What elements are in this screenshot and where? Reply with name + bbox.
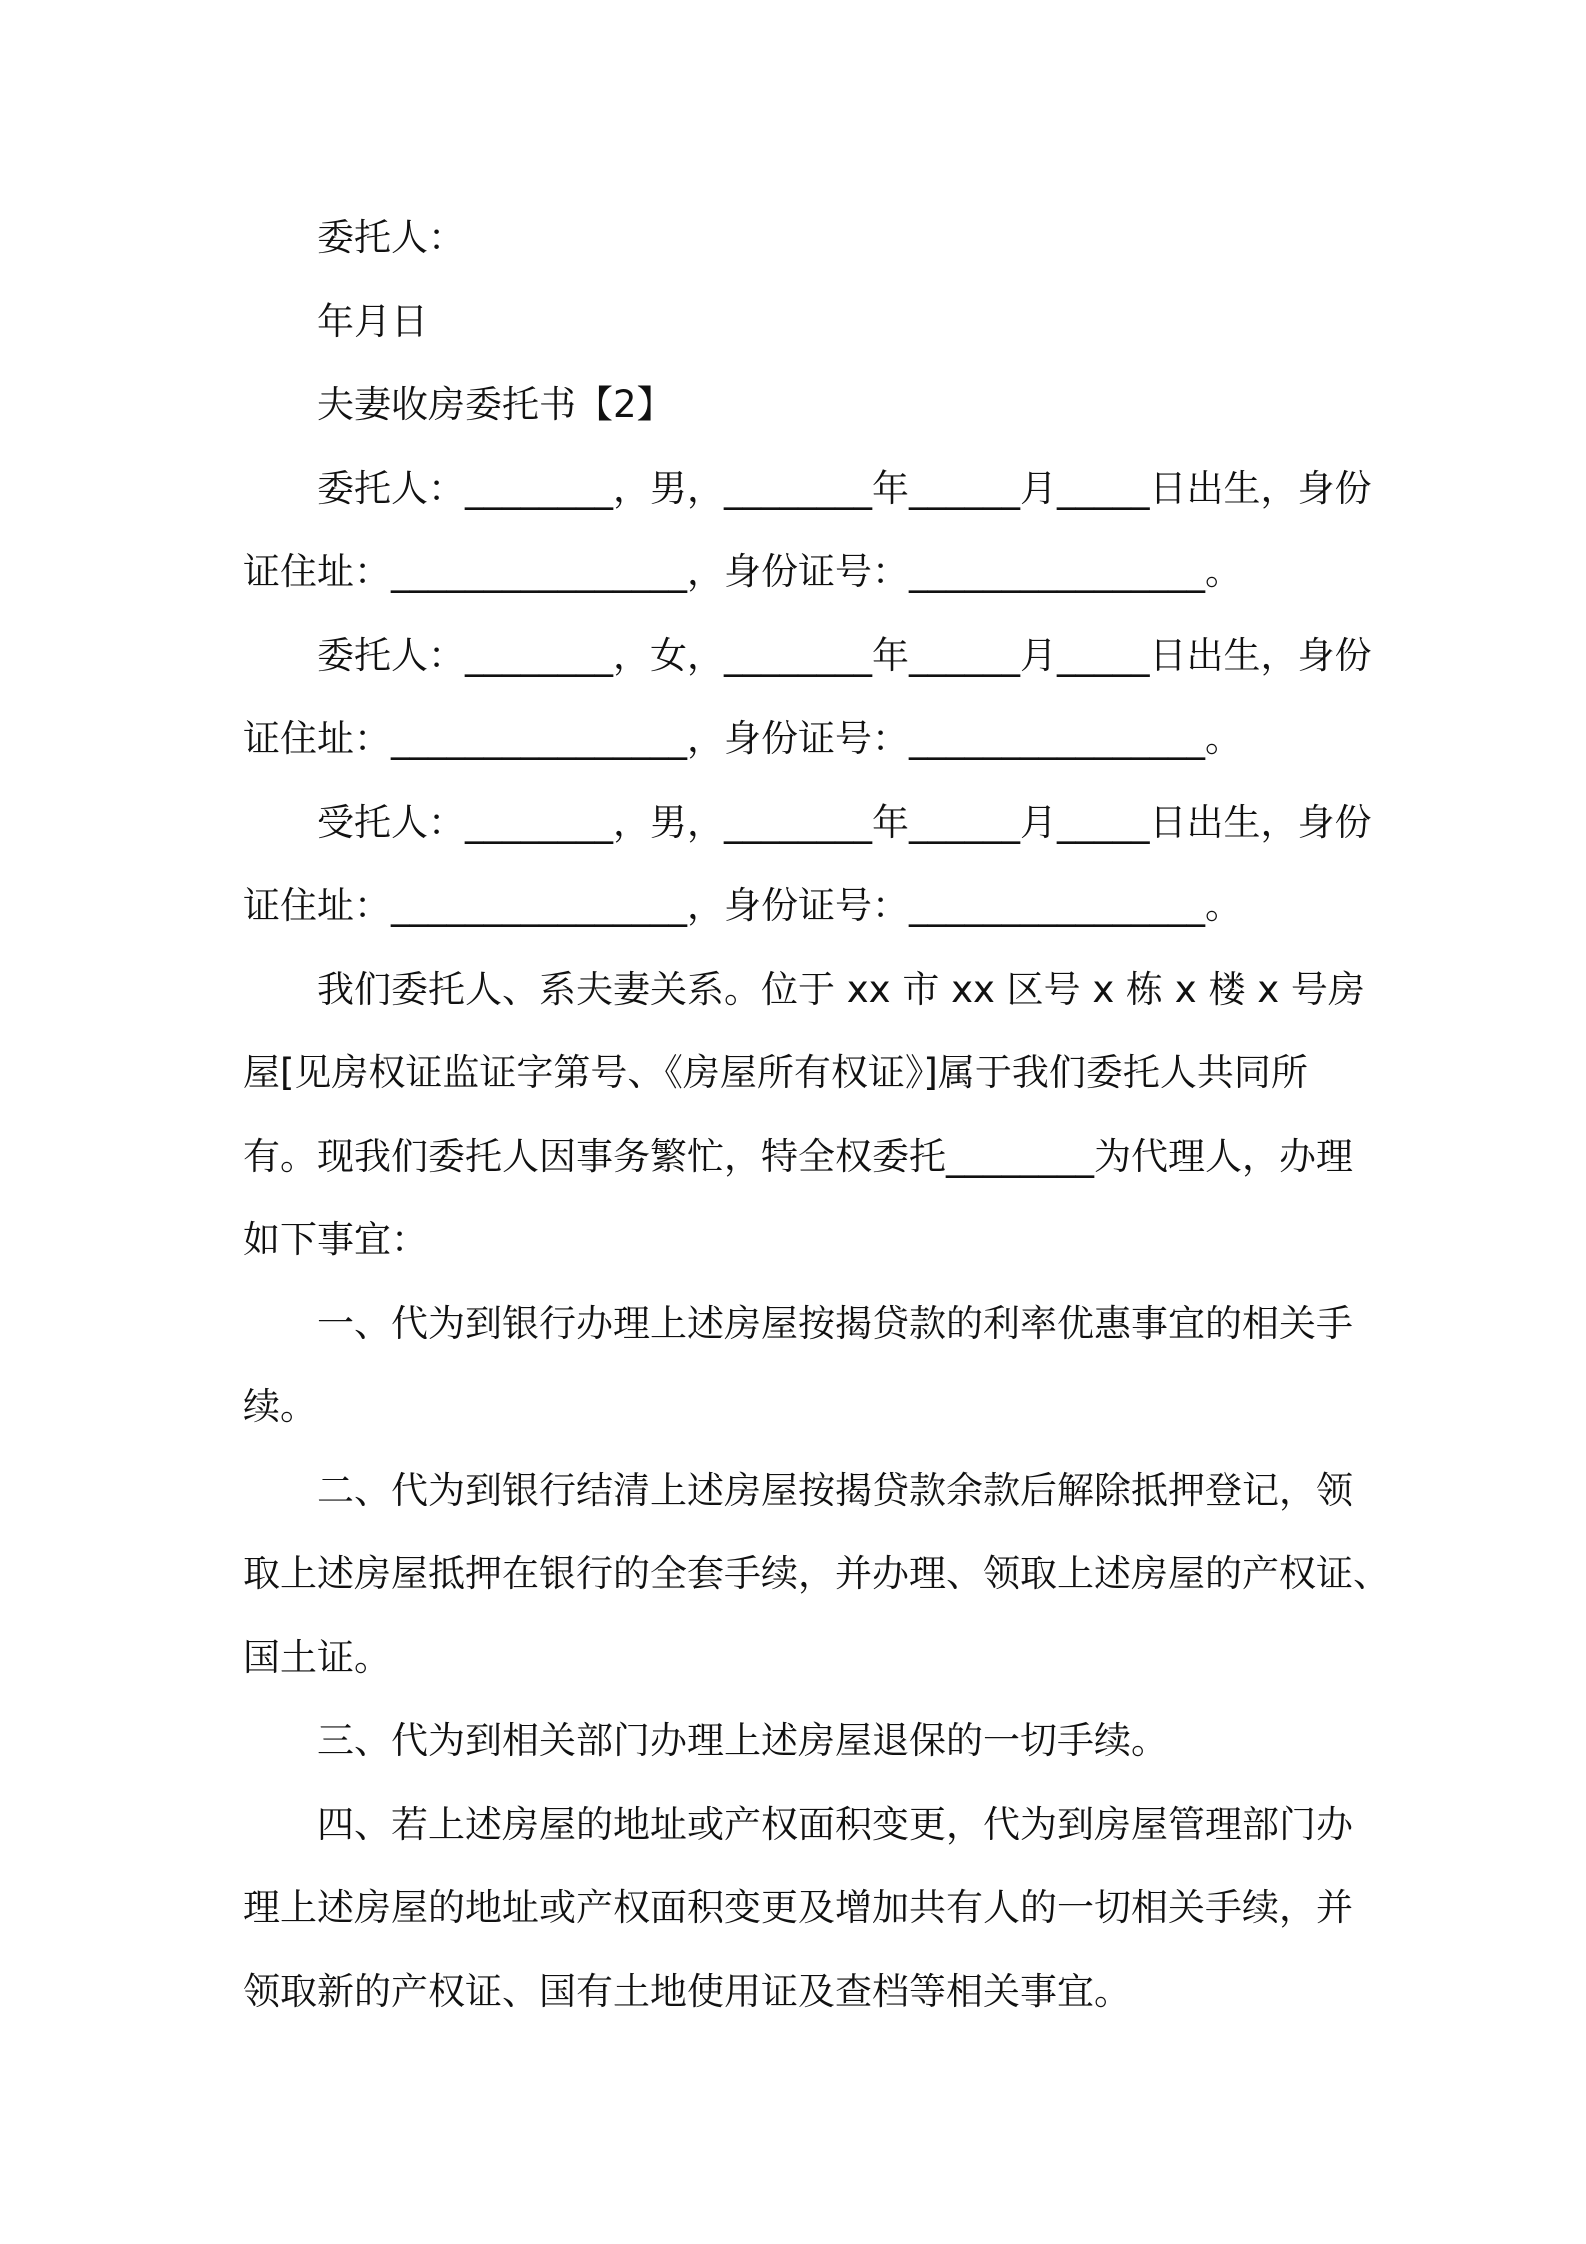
paragraph-intro-line-4: 如下事宜： (243, 1218, 428, 1261)
principal-husband-line: 委托人：________，男，________年______月_____日出生，身份 (317, 466, 1372, 510)
principal-signature-line: 委托人： (317, 216, 465, 259)
item-2-line-2: 取上述房屋抵押在银行的全套手续，并办理、领取上述房屋的产权证、 (243, 1552, 1390, 1595)
date-line: 年月日 (317, 299, 428, 343)
section-title: 夫妻收房委托书【2】 (317, 383, 674, 426)
item-4-line-3: 领取新的产权证、国有土地使用证及查档等相关事宜。 (243, 1969, 1131, 2013)
principal-wife-address-line: 证住址：________________，身份证号：________________。 (243, 717, 1242, 760)
item-3-line-1: 三、代为到相关部门办理上述房屋退保的一切手续。 (317, 1719, 1168, 1762)
document-body (243, 196, 1390, 2033)
item-1-line-1: 一、代为到银行办理上述房屋按揭贷款的利率优惠事宜的相关手 (317, 1301, 1353, 1345)
item-2-line-1: 二、代为到银行结清上述房屋按揭贷款余款后解除抵押登记，领 (317, 1468, 1353, 1512)
item-1-line-2: 续。 (243, 1385, 317, 1428)
item-4-line-2: 理上述房屋的地址或产权面积变更及增加共有人的一切相关手续，并 (243, 1886, 1353, 1929)
principal-wife-line: 委托人：________，女，________年______月_____日出生，身份 (317, 633, 1372, 677)
paragraph-intro-line-2: 屋[见房权证监证字第号、《房屋所有权证》]属于我们委托人共同所 (243, 1051, 1308, 1094)
item-2-line-3: 国土证。 (243, 1635, 391, 1679)
agent-line: 受托人：________，男，________年______月_____日出生，身份 (317, 800, 1372, 844)
agent-address-line: 证住址：________________，身份证号：________________。 (243, 884, 1242, 927)
item-4-line-1: 四、若上述房屋的地址或产权面积变更，代为到房屋管理部门办 (317, 1802, 1353, 1846)
principal-husband-address-line: 证住址：________________，身份证号：________________。 (243, 550, 1242, 593)
paragraph-intro-line-3: 有。现我们委托人因事务繁忙，特全权委托________为代理人，办理 (243, 1134, 1353, 1178)
paragraph-intro-line-1: 我们委托人、系夫妻关系。位于 xx 市 xx 区号 x 栋 x 楼 x 号房 (317, 967, 1365, 1011)
